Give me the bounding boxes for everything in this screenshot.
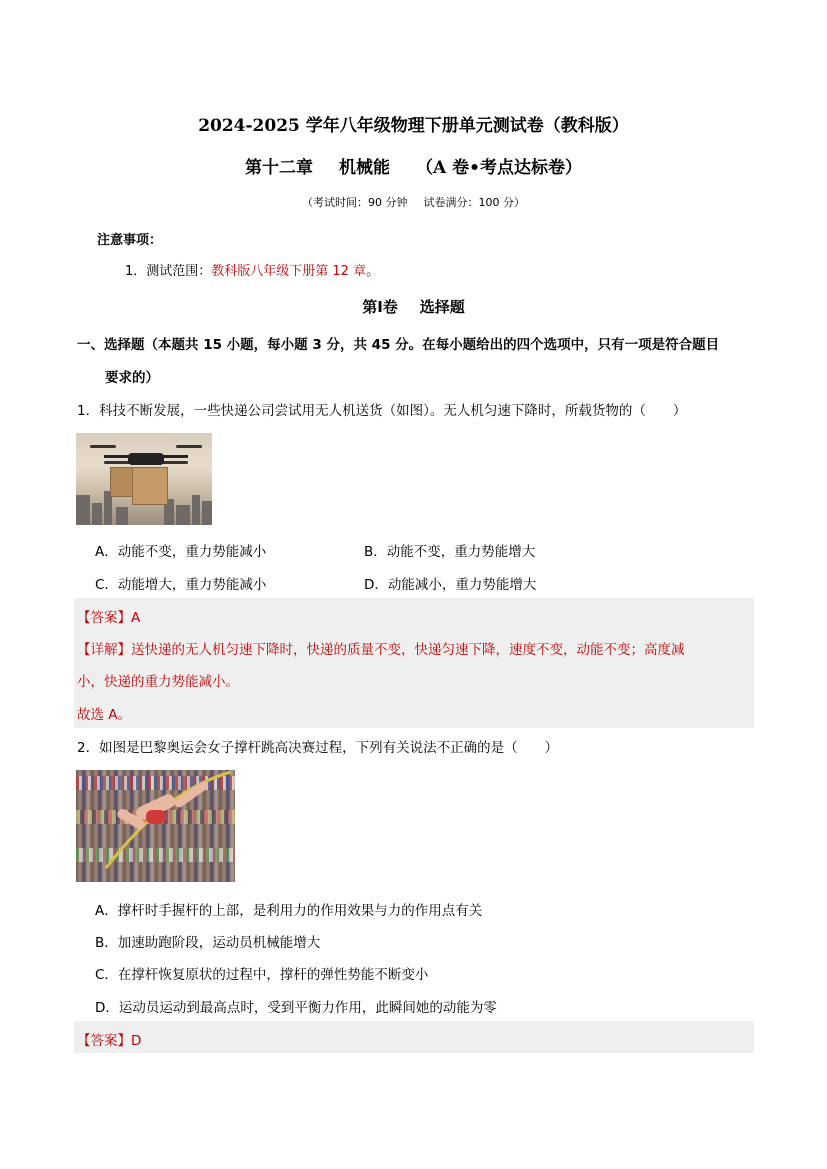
part-label: 第Ⅰ卷	[362, 298, 398, 316]
chapter-topic: 机械能	[339, 158, 390, 178]
section-heading-line1: 一、选择题（本题共 15 小题，每小题 3 分，共 45 分。在每小题给出的四个选项中，只有一项是符合题目	[77, 337, 720, 353]
question-1-option-b[interactable]: B．动能不变，重力势能增大	[364, 544, 536, 560]
part-name: 选择题	[419, 298, 465, 316]
question-1-detail-line1	[77, 638, 685, 658]
chapter-number: 第十二章	[245, 158, 313, 178]
notes-heading: 注意事项：	[97, 233, 163, 248]
question-1-option-d[interactable]: D．动能减小，重力势能增大	[364, 577, 537, 593]
question-2-option-b[interactable]: B．加速助跑阶段，运动员机械能增大	[95, 935, 321, 951]
question-1-answer	[77, 606, 140, 626]
question-2-option-a[interactable]: A．撑杆时手握杆的上部，是利用力的作用效果与力的作用点有关	[95, 903, 483, 919]
scope-value: 教科版八年级下册第 12 章	[211, 264, 367, 279]
question-1-answer-box	[74, 598, 754, 728]
part-title	[0, 296, 827, 317]
answer-value: A	[131, 610, 141, 626]
answer-label: 【答案】	[77, 1033, 131, 1049]
question-1-detail-line2: 小，快递的重力势能减小。	[77, 674, 239, 690]
scope-prefix: 1．测试范围：	[125, 264, 212, 279]
question-1-option-c[interactable]: C．动能增大，重力势能减小	[95, 577, 267, 593]
exam-score: 试卷满分：100 分）	[423, 196, 525, 209]
exam-info	[0, 194, 827, 210]
scope-suffix: 。	[366, 264, 380, 279]
question-2-option-d[interactable]: D．运动员运动到最高点时，受到平衡力作用，此瞬间她的动能为零	[95, 1000, 497, 1016]
section-heading-line2: 要求的）	[105, 370, 159, 386]
question-2-answer-box	[74, 1021, 754, 1053]
question-1-option-a[interactable]: A．动能不变，重力势能减小	[95, 544, 267, 560]
paper-type: （A 卷•考点达标卷）	[416, 158, 582, 178]
question-2-stem: 2．如图是巴黎奥运会女子撑杆跳高决赛过程，下列有关说法不正确的是（ ）	[77, 740, 559, 756]
question-2-answer	[77, 1029, 141, 1049]
exam-title: 2024-2025 学年八年级物理下册单元测试卷（教科版）	[198, 116, 629, 136]
drone-delivery-image	[76, 433, 212, 525]
answer-value: D	[131, 1033, 142, 1049]
question-1-detail-line3: 故选 A。	[77, 707, 132, 723]
question-1-stem: 1．科技不断发展，一些快递公司尝试用无人机送货（如图）。无人机匀速下降时，所载货物的（ ）	[77, 403, 687, 419]
detail-label: 【详解】	[77, 642, 131, 658]
pole-vault-image	[76, 770, 235, 882]
detail-text: 送快递的无人机匀速下降时，快递的质量不变，快递匀速下降，速度不变，动能不变；高度减	[131, 642, 685, 658]
question-2-option-c[interactable]: C．在撑杆恢复原状的过程中，撑杆的弹性势能不断变小	[95, 967, 429, 983]
chapter-title	[0, 153, 827, 178]
exam-time: （考试时间：90 分钟	[302, 196, 408, 209]
test-scope	[125, 260, 379, 279]
answer-label: 【答案】	[77, 610, 131, 626]
